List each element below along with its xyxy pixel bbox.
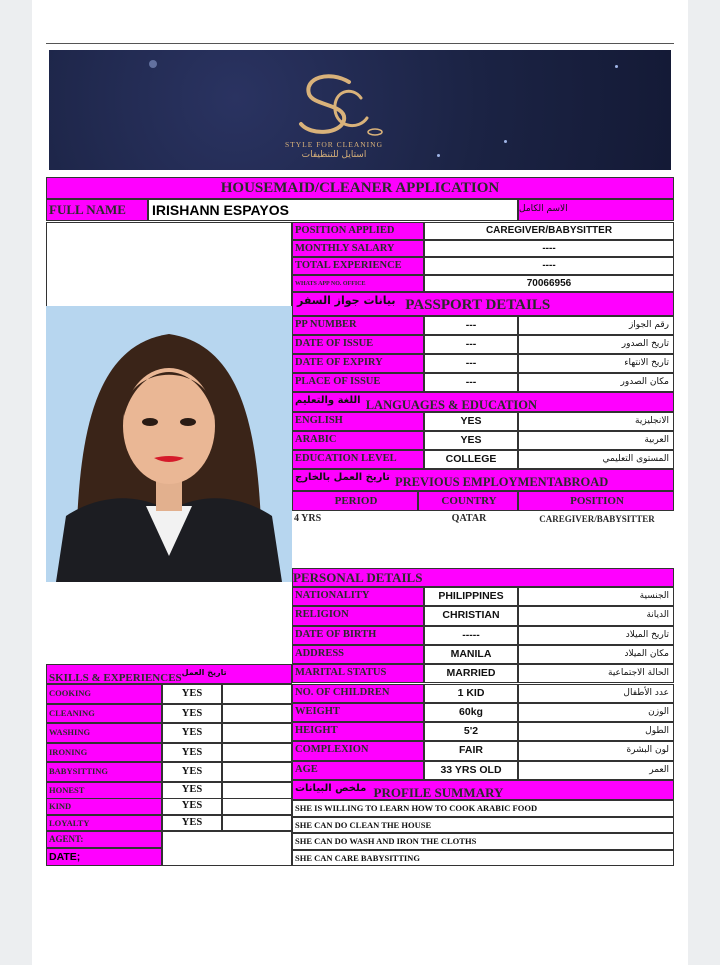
employment-title-arabic: تاريخ العمل بالخارج [295,472,390,483]
profile-summary-line: SHE CAN CARE BABYSITTING [292,850,674,867]
skill-row-value: YES [162,743,222,763]
application-sheet [46,43,674,866]
language-row-label: ARABIC [292,431,424,450]
language-row-value: YES [424,412,518,431]
passport-row-arabic: تاريخ الصدور [518,335,674,354]
employment-section-header [292,469,674,491]
personal-row-arabic: مكان الميلاد [518,645,674,664]
personal-row-value: PHILIPPINES [424,587,518,606]
personal-row-value: FAIR [424,741,518,760]
personal-row-value: 33 YRS OLD [424,761,518,780]
passport-row-arabic: رقم الجواز [518,316,674,335]
profile-title: PROFILE SUMMARY [373,785,504,800]
employment-header-country: COUNTRY [418,491,518,511]
skill-row-blank [222,723,292,743]
passport-row-arabic: مكان الصدور [518,373,674,392]
personal-row-label: RELIGION [292,606,424,625]
passport-section-header [292,292,674,316]
applicant-photo [46,306,292,582]
personal-row-arabic: الوزن [518,703,674,722]
full-name-label: FULL NAME [46,199,148,221]
personal-row-value: 60kg [424,703,518,722]
personal-row-value: ----- [424,626,518,645]
document-page [32,0,688,965]
skill-row-label: KIND [46,798,162,815]
employment-header-position: POSITION [518,491,674,511]
personal-row-label: MARITAL STATUS [292,664,424,683]
passport-row-arabic: تاريخ الانتهاء [518,354,674,373]
employment-title: PREVIOUS EMPLOYMENTABROAD [394,475,609,489]
profile-section-header [292,780,674,800]
skill-row-label: IRONING [46,743,162,763]
position-row-value: ---- [424,257,674,275]
personal-row-arabic: تاريخ الميلاد [518,626,674,645]
skill-row-label: CLEANING [46,704,162,724]
personal-row-arabic: الديانة [518,606,674,625]
skill-row-blank [222,743,292,763]
passport-title: PASSPORT DETAILS [405,297,551,313]
passport-title-arabic: بيانات جواز السفر [297,294,396,307]
language-row-value: YES [424,431,518,450]
star-decoration [149,60,157,68]
language-row-arabic: الانجليزية [518,412,674,431]
language-row-label: ENGLISH [292,412,424,431]
personal-row-value: MANILA [424,645,518,664]
skill-row-label: HONEST [46,782,162,799]
personal-row-value: 5'2 [424,722,518,741]
skill-row-value: YES [162,723,222,743]
skill-row-blank [222,762,292,782]
full-name-value: IRISHANN ESPAYOS [148,199,518,221]
language-row-value: COLLEGE [424,450,518,469]
logo-tagline-arabic: استايل للتنظيفات [301,150,367,160]
employment-position: CAREGIVER/BABYSITTER [539,514,655,524]
languages-title-arabic: اللغة والتعليم [295,395,361,406]
profile-summary-line: SHE IS WILLING TO LEARN HOW TO COOK ARABIC FOOD [292,800,674,817]
skill-row-blank [222,798,292,815]
passport-row-label: PP NUMBER [292,316,424,335]
personal-row-value: CHRISTIAN [424,606,518,625]
header-banner [49,50,671,170]
passport-row-label: DATE OF ISSUE [292,335,424,354]
personal-row-label: NO. OF CHILDREN [292,684,424,703]
personal-row-label: NATIONALITY [292,587,424,606]
languages-title: LANGUAGES & EDUCATION [365,398,538,412]
sc-monogram-icon [249,70,419,142]
passport-row-value: --- [424,335,518,354]
profile-title-arabic: ملخص البيانات [295,783,367,794]
company-logo [249,70,419,170]
passport-row-label: PLACE OF ISSUE [292,373,424,392]
personal-row-arabic: عدد الأطفال [518,684,674,703]
personal-row-value: 1 KID [424,684,518,703]
profile-summary-line: SHE CAN DO WASH AND IRON THE CLOTHS [292,833,674,850]
logo-tagline: STYLE FOR CLEANING [285,140,383,149]
personal-row-arabic: لون البشرة [518,741,674,760]
skills-title-arabic: تاريخ العمل [181,668,227,677]
languages-section-header [292,392,674,412]
skill-row-blank [222,782,292,799]
personal-row-value: MARRIED [424,664,518,683]
skill-row-value: YES [162,762,222,782]
skill-row-value: YES [162,815,222,832]
skill-row-value: YES [162,782,222,799]
employment-period: 4 YRS [294,513,322,524]
employment-header-period: PERIOD [292,491,418,511]
skill-row-label: LOYALTY [46,815,162,832]
skill-row-label: COOKING [46,684,162,704]
skill-row-blank [222,704,292,724]
star-decoration [615,65,618,68]
position-row-label: WHATS APP NO. OFFICE [292,275,424,293]
personal-row-label: HEIGHT [292,722,424,741]
personal-row-arabic: الطول [518,722,674,741]
position-row-value: ---- [424,240,674,258]
profile-summary-line: SHE CAN DO CLEAN THE HOUSE [292,817,674,834]
skill-row-value: YES [162,798,222,815]
skills-section-header [46,664,292,684]
skill-row-blank [222,684,292,704]
skill-row-blank [222,815,292,832]
agent-signature-box [162,831,292,866]
passport-row-value: --- [424,373,518,392]
personal-row-label: COMPLEXION [292,741,424,760]
position-row-label: MONTHLY SALARY [292,240,424,258]
star-decoration [437,154,440,157]
personal-row-label: AGE [292,761,424,780]
personal-section-header: PERSONAL DETAILS [292,568,674,587]
star-decoration [504,140,507,143]
personal-row-label: WEIGHT [292,703,424,722]
passport-row-value: --- [424,316,518,335]
language-row-arabic: العربية [518,431,674,450]
employment-country: QATAR [451,513,487,524]
personal-row-arabic: الجنسية [518,587,674,606]
position-row-label: POSITION APPLIED [292,222,424,240]
position-row-value: CAREGIVER/BABYSITTER [424,222,674,240]
skill-row-label: BABYSITTING [46,762,162,782]
form-title: HOUSEMAID/CLEANER APPLICATION [46,177,674,199]
position-row-label: TOTAL EXPERIENCE [292,257,424,275]
personal-row-label: DATE OF BIRTH [292,626,424,645]
skills-title: SKILLS & EXPERIENCES [49,672,182,684]
date-label: DATE; [46,848,162,866]
passport-row-label: DATE OF EXPIRY [292,354,424,373]
skill-row-value: YES [162,684,222,704]
skill-row-label: WASHING [46,723,162,743]
position-row-value: 70066956 [424,275,674,293]
skill-row-value: YES [162,704,222,724]
language-row-arabic: المستوى التعليمي [518,450,674,469]
passport-row-value: --- [424,354,518,373]
agent-label: AGENT: [46,831,162,848]
language-row-label: EDUCATION LEVEL [292,450,424,469]
full-name-arabic: الاسم الكامل [518,199,674,221]
personal-row-label: ADDRESS [292,645,424,664]
personal-row-arabic: العمر [518,761,674,780]
personal-row-arabic: الحالة الاجتماعية [518,664,674,683]
